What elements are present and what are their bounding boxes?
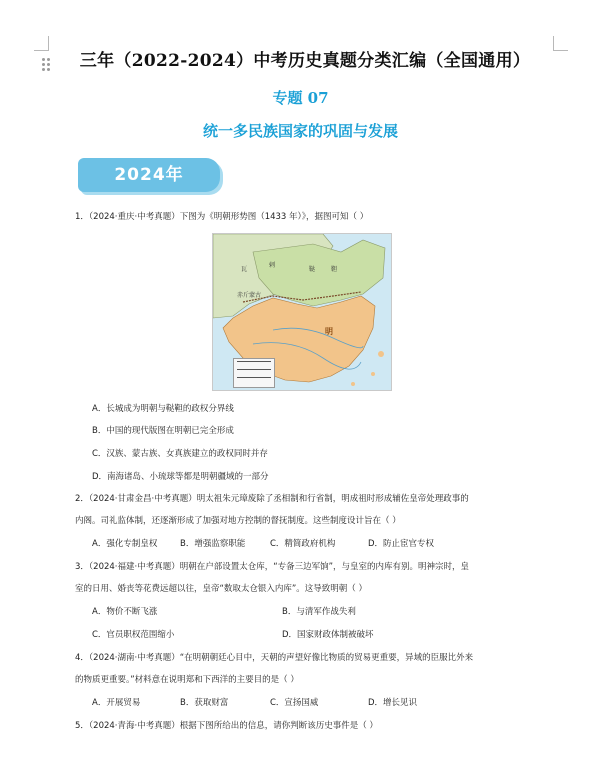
question-3-option-b[interactable]: B．与清军作战失利 <box>282 607 356 617</box>
topic-name: 统一多民族国家的巩固与发展 <box>202 122 398 140</box>
island <box>371 372 375 376</box>
year-badge-label: 2024年 <box>114 165 184 185</box>
question-4-option-a[interactable]: A．开展贸易 <box>92 698 141 708</box>
question-2-option-a[interactable]: A．强化专制皇权 <box>92 539 158 549</box>
question-1-option-d[interactable]: D．南海诸岛、小琉球等都是明朝疆域的一部分 <box>92 472 269 482</box>
question-3-stem-line-1: 3．（2024·福建·中考真题）明朝在户部设置太仓库，“专备三边军饷”，与皇室的内库有别。明神宗时，皇 <box>75 562 470 572</box>
question-1-stem: 1．（2024·重庆·中考真题）下图为《明朝形势图（1433 年）》，据图可知（ ） <box>75 212 369 222</box>
drag-handle-icon[interactable] <box>42 58 52 72</box>
question-5-stem: 5．（2024·青海·中考真题）根据下图所给出的信息，请你判断该历史事件是（ ） <box>75 721 378 731</box>
legend-line <box>237 369 271 375</box>
map-label-da: 鞑 <box>309 266 316 273</box>
question-1-option-b[interactable]: B．中国的现代版图在明朝已完全形成 <box>92 426 234 436</box>
question-4-option-d[interactable]: D．增长见识 <box>368 698 418 708</box>
question-2-stem-line-2: 内阁。司礼监体制，还逐渐形成了加强对地方控制的督抚制度。这些制度设计旨在（ ） <box>75 516 401 526</box>
map-label-chijin: 赤斤蒙古 <box>237 292 262 299</box>
topic-number: 专题 07 <box>272 89 329 107</box>
question-1-option-a[interactable]: A．长城成为明朝与鞑靼的政权分界线 <box>92 404 234 414</box>
crop-mark-top-left <box>34 36 49 51</box>
question-4-option-b[interactable]: B．获取财富 <box>180 698 229 708</box>
island <box>351 382 355 386</box>
question-2-stem-line-1: 2．（2024·甘肃金昌·中考真题）明太祖朱元璋废除了丞相制和行省制，明成祖时形成辅佐皇帝处理政事的 <box>75 494 469 504</box>
map-label-zi: 靼 <box>331 266 338 273</box>
question-4-stem-line-2: 的物质更重要。”材料意在说明郑和下西洋的主要目的是（ ） <box>75 675 299 685</box>
question-4-option-c[interactable]: C．宣扬国威 <box>270 698 319 708</box>
question-2-option-c[interactable]: C．精简政府机构 <box>270 539 336 549</box>
legend-line <box>237 377 271 383</box>
question-3-option-c[interactable]: C．官员职权范围缩小 <box>92 630 175 640</box>
question-3-stem-line-2: 室的日用、婚丧等花费远超以往，皇帝“数取太仓银入内库”。这导致明朝（ ） <box>75 584 368 594</box>
map-label-ming: 明 <box>325 327 333 336</box>
question-1-option-c[interactable]: C．汉族、蒙古族、女真族建立的政权同时并存 <box>92 449 268 459</box>
crop-mark-top-right <box>553 36 568 51</box>
island <box>378 351 384 357</box>
question-2-option-d[interactable]: D．防止宦官专权 <box>368 539 435 549</box>
document-title: 三年（2022-2024）中考历史真题分类汇编（全国通用） <box>79 51 531 71</box>
map-legend <box>233 358 275 388</box>
question-3-option-a[interactable]: A．物价不断飞涨 <box>92 607 158 617</box>
ming-map-image <box>212 233 392 391</box>
legend-line <box>237 361 271 367</box>
question-4-stem-line-1: 4．（2024·湖南·中考真题）“在明朝朝廷心目中，天朝的声望好像比物质的贸易更重要，异域的臣服比外来 <box>75 653 474 663</box>
map-label-wa: 瓦 <box>241 266 248 273</box>
year-badge <box>78 158 220 192</box>
question-3-option-d[interactable]: D．国家财政体制被破坏 <box>282 630 374 640</box>
question-2-option-b[interactable]: B．增强监察职能 <box>180 539 246 549</box>
map-label-la: 剌 <box>269 262 276 269</box>
